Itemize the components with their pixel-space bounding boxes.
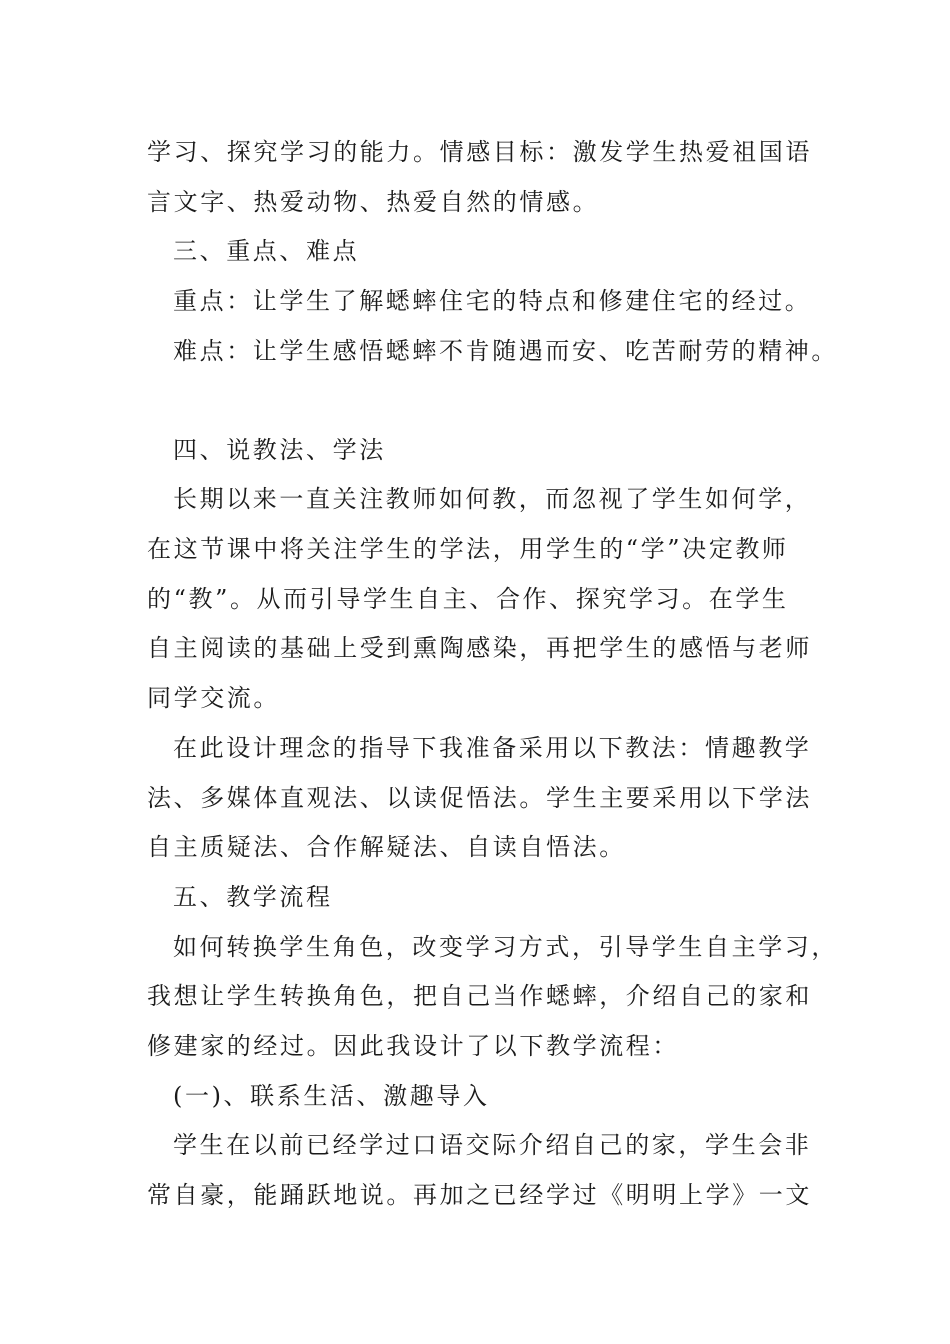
paragraph-line: 学习、探究学习的能力。情感目标：激发学生热爱祖国语	[147, 138, 812, 166]
paragraph-line: 法、多媒体直观法、以读促悟法。学生主要采用以下学法	[147, 784, 812, 812]
paragraph-line: 重点：让学生了解蟋蟀住宅的特点和修建住宅的经过。	[173, 287, 812, 315]
paragraph-line: 常自豪，能踊跃地说。再加之已经学过《明明上学》一文	[147, 1181, 812, 1209]
paragraph-line: 在此设计理念的指导下我准备采用以下教法：情趣教学	[173, 734, 812, 762]
paragraph-line: 修建家的经过。因此我设计了以下教学流程：	[147, 1032, 679, 1060]
paragraph-line: 如何转换学生角色，改变学习方式，引导学生自主学习，	[173, 933, 838, 961]
section-heading-key-points: 三、重点、难点	[173, 237, 360, 265]
paragraph-line: 同学交流。	[147, 684, 280, 712]
section-heading-methods: 四、说教法、学法	[173, 436, 386, 464]
paragraph-line: 难点：让学生感悟蟋蟀不肯随遇而安、吃苦耐劳的精神。	[173, 337, 838, 365]
paragraph-line: 言文字、热爱动物、热爱自然的情感。	[147, 188, 600, 216]
paragraph-line: 在这节课中将关注学生的学法，用学生的“学”决定教师	[147, 535, 789, 563]
paragraph-line: 长期以来一直关注教师如何教，而忽视了学生如何学，	[173, 485, 812, 513]
paragraph-line: 学生在以前已经学过口语交际介绍自己的家，学生会非	[173, 1131, 812, 1159]
subsection-heading-intro: (一)、联系生活、激趣导入	[173, 1082, 490, 1110]
section-heading-teaching-process: 五、教学流程	[173, 883, 333, 911]
paragraph-line: 我想让学生转换角色，把自己当作蟋蟀，介绍自己的家和	[147, 982, 812, 1010]
paragraph-line: 的“教”。从而引导学生自主、合作、探究学习。在学生	[147, 585, 789, 613]
paragraph-line: 自主阅读的基础上受到熏陶感染，再把学生的感悟与老师	[147, 634, 812, 662]
paragraph-line: 自主质疑法、合作解疑法、自读自悟法。	[147, 833, 626, 861]
